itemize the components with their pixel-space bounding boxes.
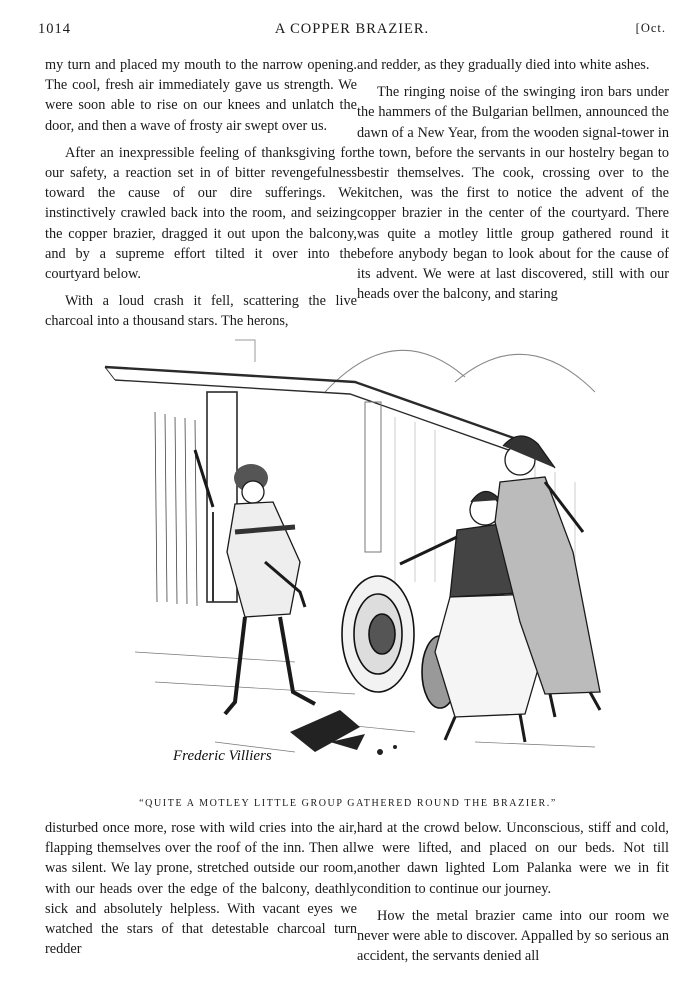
page-number: 1014 [38, 21, 71, 37]
issue-month: [Oct. [635, 21, 666, 35]
text-column-left-top [45, 55, 357, 332]
debris [290, 710, 397, 755]
text-column-right-top [357, 55, 669, 304]
figure-left [195, 450, 315, 714]
article-title: A COPPER BRAZIER. [274, 21, 430, 37]
paragraph: How the metal brazier came into our room we never were able to discover. Appalled by so serious an accident, the servants denied all [357, 907, 669, 965]
engraving-illustration [95, 322, 635, 782]
illustration-caption: “QUITE A MOTLEY LITTLE GROUP GATHERED ROUND THE BRAZIER.” [139, 798, 557, 809]
artist-signature: Frederic Villiers [173, 748, 272, 764]
text-column-left-bottom [45, 818, 357, 959]
paragraph: and redder, as they gradually died into white ashes. [357, 57, 650, 73]
paragraph: disturbed once more, rose with wild cries into the air, flapping themselves over the roof of the inn. Then all was silent. We lay prone, stretched outside our room, with our heads over the edge of the balcony, deathly sick and absolutely helpless. With vacant eyes we watched the stars of that detestable charcoal turn redder [45, 820, 357, 958]
text-column-right-bottom [357, 818, 669, 966]
paragraph: my turn and placed my mouth to the narrow opening. The cool, fresh air immediately gave us strength. We were soon able to rise on our knees and unlatch the door, and then a wave of frosty air swept over us. [45, 57, 357, 134]
paragraph: After an inexpressible feeling of thanksgiving for our safety, a reaction set in of bitter revengefulness toward the cause of our dire sufferings. We instinctively crawled back into the room, and seizing the copper brazier, dragged it out upon the balcony, and by a supreme effort tilted it over into the courtyard below. [45, 144, 357, 283]
paragraph: hard at the crowd below. Unconscious, stiff and cold, we were lifted, and placed on our beds. Not till another dawn lighted Lom Palanka were we in fit condition to continue our journey. [357, 820, 669, 897]
paragraph: With a loud crash it fell, scattering the live charcoal into a thousand stars. The herons, [45, 293, 357, 330]
paragraph: The ringing noise of the swinging iron bars under the hammers of the Bulgarian bellmen, announced the dawn of a New Year, from the wooden signal-tower in the town, before the servants in our hostelry began to bestir themselves. The cook, crossing over to the kitchen, was the first to notice the advent of the copper brazier in the center of the courtyard. There was quite a motley little group gathered round it before anybody began to look about for the cause of its advent. We were at last discovered, still with our heads over the balcony, and staring [357, 84, 669, 303]
running-head [38, 21, 666, 43]
